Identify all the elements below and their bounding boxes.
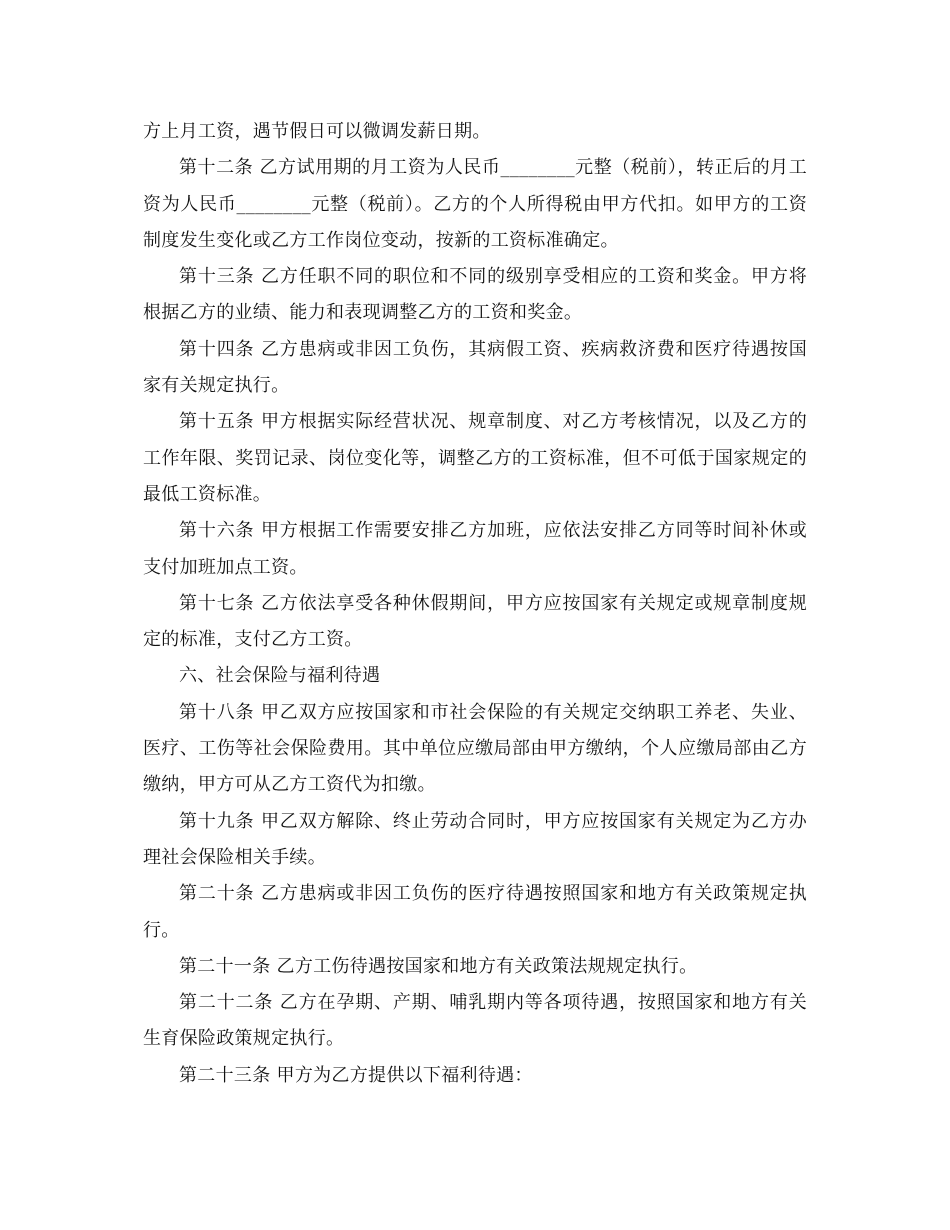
paragraph-continuation: 方上月工资，遇节假日可以微调发薪日期。: [143, 121, 491, 142]
article-14: 第十四条 乙方患病或非因工负伤，其病假工资、疾病救济费和医疗待遇按国家有关规定执行。: [143, 338, 807, 397]
article-20: 第二十条 乙方患病或非因工负伤的医疗待遇按照国家和地方有关政策规定执行。: [143, 883, 807, 941]
article-18: 第十八条 甲乙双方应按国家和市社会保险的有关规定交纳职工养老、失业、医疗、工伤等社会保险费用。其中单位应缴局部由甲方缴纳，个人应缴局部由乙方缴纳，甲方可从乙方工资代为扣缴。: [143, 701, 807, 796]
document-body: [143, 114, 807, 1094]
article-17: 第十七条 乙方依法享受各种休假期间，甲方应按国家有关规定或规章制度规定的标准，支付乙方工资。: [143, 592, 807, 651]
section-heading-social-insurance: 六、社会保险与福利待遇: [179, 665, 381, 687]
article-12: 第十二条 乙方试用期的月工资为人民币________元整（税前），转正后的月工资为人民币________元整（税前）。乙方的个人所得税由甲方代扣。如甲方的工资制度发生变化或乙方工作岗位变动，按新的工资标准确定。: [143, 157, 807, 251]
article-21: 第二十一条 乙方工伤待遇按国家和地方有关政策法规规定执行。: [179, 955, 698, 977]
article-23: 第二十三条 甲方为乙方提供以下福利待遇：: [179, 1064, 533, 1086]
article-22: 第二十二条 乙方在孕期、产期、哺乳期内等各项待遇，按照国家和地方有关生育保险政策规定执行。: [143, 992, 807, 1050]
article-13: 第十三条 乙方任职不同的职位和不同的级别享受相应的工资和奖金。甲方将根据乙方的业绩、能力和表现调整乙方的工资和奖金。: [143, 266, 807, 324]
article-15: 第十五条 甲方根据实际经营状况、规章制度、对乙方考核情况，以及乙方的工作年限、奖罚记录、岗位变化等，调整乙方的工资标准，但不可低于国家规定的最低工资标准。: [143, 411, 807, 505]
article-19: 第十九条 甲乙双方解除、终止劳动合同时，甲方应按国家有关规定为乙方办理社会保险相关手续。: [143, 810, 807, 868]
article-16: 第十六条 甲方根据工作需要安排乙方加班，应依法安排乙方同等时间补休或支付加班加点工资。: [143, 520, 807, 578]
